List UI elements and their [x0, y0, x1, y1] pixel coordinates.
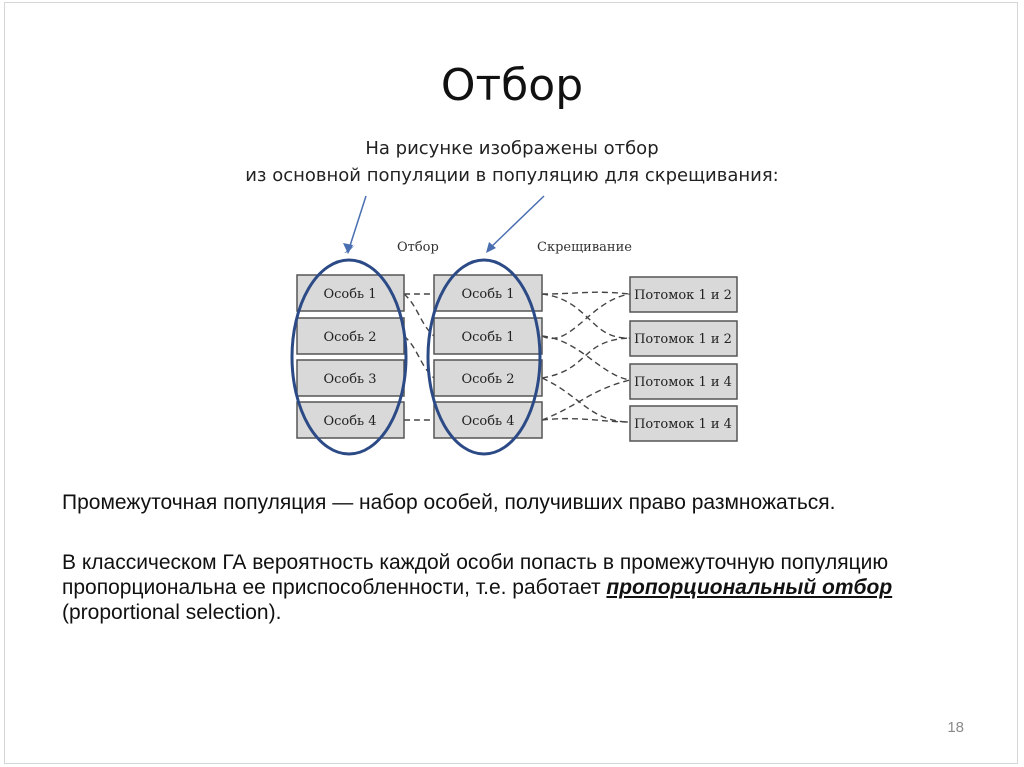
offspring-label: Потомок 1 и 4 [634, 417, 732, 432]
intermediate-label: Особь 2 [461, 372, 515, 387]
annotation-arrows [343, 196, 544, 254]
link-i3-o4 [542, 378, 630, 422]
intermediate-column [434, 275, 542, 438]
paragraph-text-end: (proportional selection). [62, 601, 282, 624]
population-column [297, 275, 404, 438]
link-i1-o2 [542, 294, 630, 338]
label-crossover: Скрещивание [537, 240, 632, 255]
population-label: Особь 1 [323, 287, 377, 302]
crossover-links [542, 292, 630, 422]
slide-title: Отбор [440, 60, 584, 111]
emphasis-proportional-selection: пропорциональный отбор [606, 576, 893, 599]
population-label: Особь 3 [323, 372, 377, 387]
population-label: Особь 4 [323, 414, 377, 429]
paragraph-text-start: В классическом ГА вероятность каждой особи попасть в промежуточную популяцию пропорциональна ее приспособленности, т.е. работает [62, 551, 889, 599]
link-i3-o2 [542, 338, 630, 378]
label-selection: Отбор [397, 240, 439, 255]
subtitle-line-2: из основной популяции в популяцию для скрещивания: [245, 165, 779, 186]
arrow-to-intermediate [488, 196, 544, 250]
offspring-label: Потомок 1 и 4 [634, 375, 732, 390]
subtitle-line-1: На рисунке изображены отбор [365, 138, 659, 159]
offspring-label: Потомок 1 и 2 [634, 332, 732, 347]
selection-diagram [260, 190, 780, 460]
page-number: 18 [947, 719, 964, 736]
offspring-label: Потомок 1 и 2 [634, 288, 732, 303]
paragraph-intermediate-population: Промежуточная популяция — набор особей, получивших право размножаться. [62, 491, 836, 514]
link-i1-o1 [542, 292, 630, 294]
intermediate-label: Особь 4 [461, 414, 515, 429]
paragraph-proportional-selection [62, 550, 962, 625]
population-label: Особь 2 [323, 330, 377, 345]
intermediate-label: Особь 1 [461, 287, 515, 302]
arrow-to-population [348, 196, 366, 252]
intermediate-label: Особь 1 [461, 330, 515, 345]
link-i4-o4 [542, 419, 630, 422]
offspring-column [630, 277, 737, 441]
link-i4-o3 [542, 380, 630, 420]
link-i2-o3 [542, 336, 630, 380]
